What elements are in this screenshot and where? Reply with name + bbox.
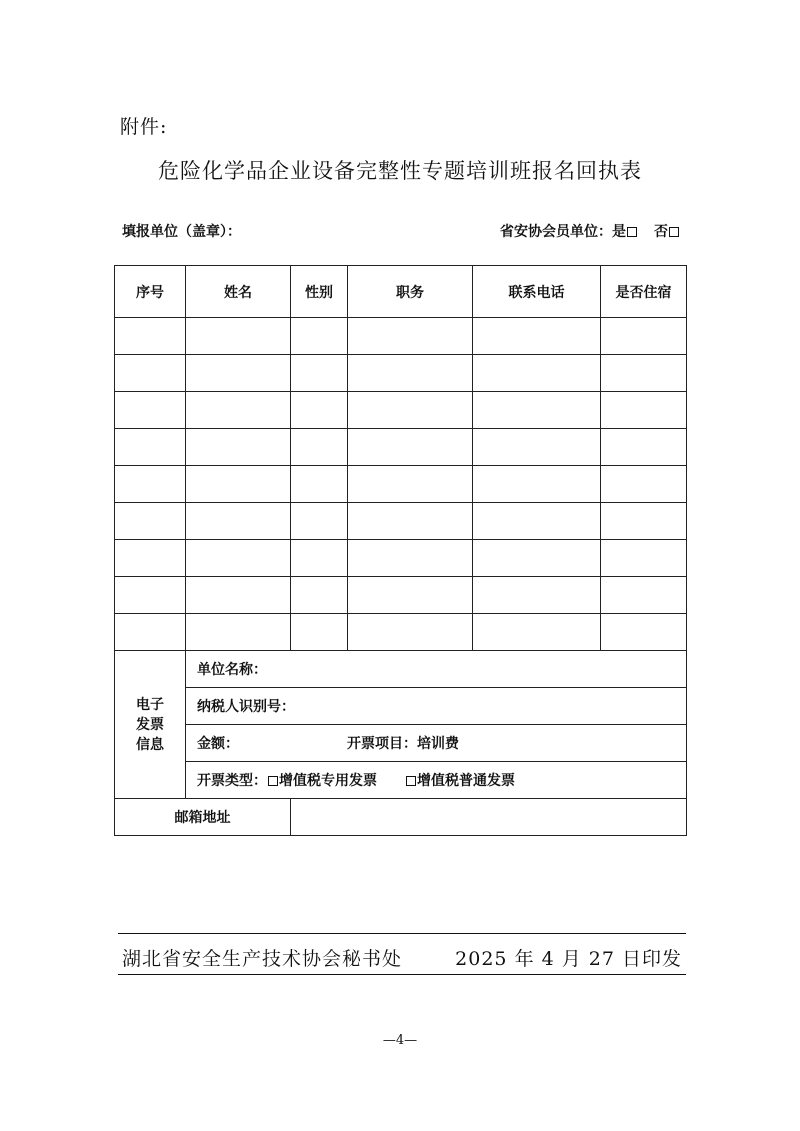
position-cell[interactable] (348, 503, 473, 540)
invoice-row-type (115, 762, 687, 799)
gender-cell[interactable] (291, 466, 348, 503)
amount-and-item-field[interactable] (186, 725, 687, 762)
seq-cell[interactable] (115, 429, 186, 466)
unit-name-field[interactable]: 单位名称： (186, 651, 687, 688)
special-invoice-label: 增值税专用发票 (279, 773, 377, 789)
lodging-cell[interactable] (601, 392, 687, 429)
member-unit-label: 省安协会员单位：是 (500, 224, 626, 240)
position-cell[interactable] (348, 318, 473, 355)
amount-label: 金额： (197, 736, 239, 752)
normal-invoice-label: 增值税普通发票 (417, 773, 515, 789)
lodging-cell[interactable] (601, 429, 687, 466)
name-cell[interactable] (186, 540, 291, 577)
position-cell[interactable] (348, 614, 473, 651)
column-header: 联系电话 (473, 266, 601, 318)
column-header: 职务 (348, 266, 473, 318)
gender-cell[interactable] (291, 503, 348, 540)
lodging-cell[interactable] (601, 503, 687, 540)
name-cell[interactable] (186, 318, 291, 355)
position-cell[interactable] (348, 577, 473, 614)
fill-unit-label: 填报单位（盖章）： (122, 224, 241, 240)
table-row (115, 577, 687, 614)
position-cell[interactable] (348, 429, 473, 466)
seq-cell[interactable] (115, 318, 186, 355)
table-row (115, 429, 687, 466)
name-cell[interactable] (186, 355, 291, 392)
invoice-type-label: 开票类型： (197, 773, 267, 789)
seq-cell[interactable] (115, 577, 186, 614)
position-cell[interactable] (348, 540, 473, 577)
name-cell[interactable] (186, 392, 291, 429)
form-title: 危险化学品企业设备完整性专题培训班报名回执表 (158, 159, 642, 183)
member-unit-options (500, 221, 680, 241)
name-cell[interactable] (186, 466, 291, 503)
phone-cell[interactable] (473, 392, 601, 429)
phone-cell[interactable] (473, 466, 601, 503)
lodging-cell[interactable] (601, 577, 687, 614)
table-row (115, 392, 687, 429)
position-cell[interactable] (348, 355, 473, 392)
yes-checkbox[interactable] (627, 227, 637, 237)
position-cell[interactable] (348, 392, 473, 429)
footer-bottom-rule (118, 974, 686, 975)
position-cell[interactable] (348, 466, 473, 503)
table-row (115, 318, 687, 355)
gender-cell[interactable] (291, 392, 348, 429)
footer-top-rule (118, 933, 686, 934)
name-cell[interactable] (186, 503, 291, 540)
seq-cell[interactable] (115, 614, 186, 651)
gender-cell[interactable] (291, 429, 348, 466)
gender-cell[interactable] (291, 614, 348, 651)
seq-cell[interactable] (115, 466, 186, 503)
lodging-cell[interactable] (601, 540, 687, 577)
normal-invoice-checkbox[interactable] (406, 776, 416, 786)
seq-cell[interactable] (115, 540, 186, 577)
gender-cell[interactable] (291, 577, 348, 614)
invoice-type-field (186, 762, 687, 799)
invoice-info-label: 电子 发票 信息 (115, 651, 186, 799)
email-row (115, 799, 687, 836)
invoice-row-taxpayer (115, 688, 687, 725)
table-row (115, 614, 687, 651)
lodging-cell[interactable] (601, 466, 687, 503)
phone-cell[interactable] (473, 614, 601, 651)
page-number: —4— (382, 1033, 418, 1048)
phone-cell[interactable] (473, 540, 601, 577)
name-cell[interactable] (186, 614, 291, 651)
seq-cell[interactable] (115, 355, 186, 392)
lodging-cell[interactable] (601, 318, 687, 355)
column-header: 性别 (291, 266, 348, 318)
phone-cell[interactable] (473, 355, 601, 392)
table-row (115, 466, 687, 503)
seq-cell[interactable] (115, 392, 186, 429)
table-row (115, 503, 687, 540)
table-row (115, 540, 687, 577)
phone-cell[interactable] (473, 503, 601, 540)
phone-cell[interactable] (473, 318, 601, 355)
seq-cell[interactable] (115, 503, 186, 540)
name-cell[interactable] (186, 429, 291, 466)
no-checkbox[interactable] (669, 227, 679, 237)
table-row (115, 355, 687, 392)
issue-date: 2025 年 4 月 27 日印发 (455, 948, 682, 970)
lodging-cell[interactable] (601, 614, 687, 651)
invoice-item-label: 开票项目：培训费 (347, 736, 459, 752)
registration-table (114, 265, 687, 836)
column-header: 姓名 (186, 266, 291, 318)
special-invoice-checkbox[interactable] (268, 776, 278, 786)
taxpayer-id-field[interactable]: 纳税人识别号： (186, 688, 687, 725)
email-label: 邮箱地址 (115, 799, 291, 836)
column-header: 序号 (115, 266, 186, 318)
name-cell[interactable] (186, 577, 291, 614)
gender-cell[interactable] (291, 355, 348, 392)
attachment-label: 附件: (120, 116, 168, 138)
lodging-cell[interactable] (601, 355, 687, 392)
column-header: 是否住宿 (601, 266, 687, 318)
no-label: 否 (654, 224, 668, 240)
table-header-row (115, 266, 687, 318)
invoice-row-amount (115, 725, 687, 762)
gender-cell[interactable] (291, 540, 348, 577)
email-field[interactable] (291, 799, 687, 836)
phone-cell[interactable] (473, 577, 601, 614)
issuer-text: 湖北省安全生产技术协会秘书处 (122, 948, 403, 970)
phone-cell[interactable] (473, 429, 601, 466)
gender-cell[interactable] (291, 318, 348, 355)
invoice-row-unit-name (115, 651, 687, 688)
